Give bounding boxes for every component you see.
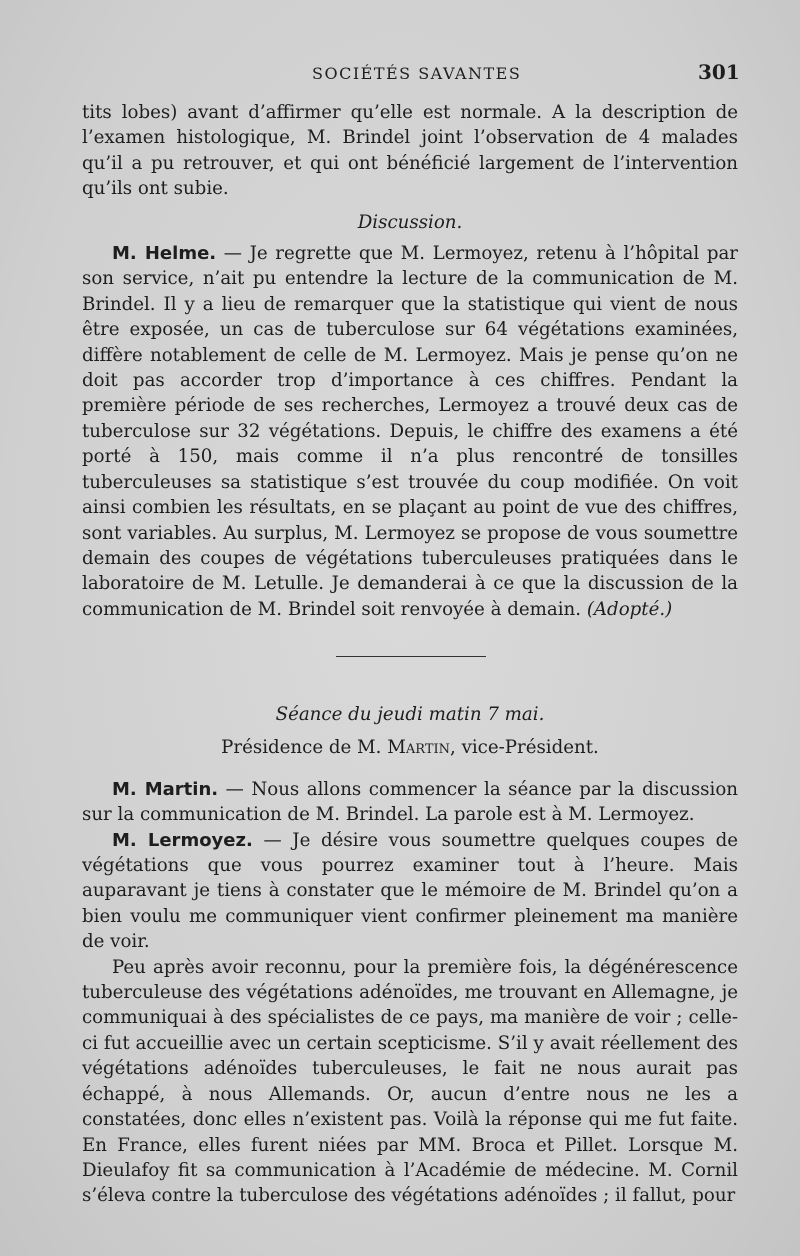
page-header — [0, 60, 800, 90]
lermoyez-text: — Je désire vous soumettre quelques coupes de végétations que vous pourrez examiner tout à l’heure. Mais auparavant je tiens à constater que le mémoire de M. Brindel qu’on a bien voulu me communiquer vient confirmer pleinement ma manière de voir. — [82, 829, 739, 953]
helme-paragraph — [82, 241, 738, 622]
lermoyez-speaker: M. Lermoyez. — [112, 829, 253, 851]
discussion-heading: Discussion. — [357, 211, 463, 233]
continuation-paragraph: tits lobes) avant d’affirmer qu’elle est normale. A la description de l’examen histologique, M. Brindel joint l’observation de 4 malades qu’il a pu retrouver, et qui ont bénéficié largement de l’intervention qu’ils ont subie. — [82, 102, 738, 200]
text-block-top — [82, 100, 738, 622]
running-head: SOCIÉTÉS SAVANTES — [312, 64, 522, 83]
seance-heading: Séance du jeudi matin 7 mai. — [275, 704, 545, 725]
martin-speaker: M. Martin. — [112, 778, 219, 800]
presidence-name: Martin — [387, 737, 451, 759]
presidence-line — [82, 735, 738, 760]
martin-text: — Nous allons commencer la séance par la discussion sur la communication de M. Brindel. La parole est à M. Lermoyez. — [82, 778, 739, 826]
body-paragraph: Peu après avoir reconnu, pour la première fois, la dégénérescence tuberculeuse des végétations adénoïdes, me trouvant en Allemagne, je communiquai à des spécialistes de ce pays, ma manière de voir ; celle-ci fut accueillie avec un certain scepticisme. S’il y avait réellement des végétations adénoïdes tuberculeuses, le fait ne nous aurait pas échappé, à nous Allemands. Or, aucun d’entre nous ne les a constatées, donc elles n’existent pas. Voilà la réponse qui me fut faite. En France, elles furent niées par MM. Broca et Pillet. Lorsque M. Dieulafoy fit sa communication à l’Académie de médecine. M. Cornil s’éleva contre la tuberculose des végétations adénoïdes ; il fallut, pour — [82, 956, 738, 1207]
presidence-suffix: , vice-Président. — [450, 737, 599, 759]
adopted-note: (Adopté.) — [586, 598, 673, 620]
helme-speaker: M. Helme. — [112, 243, 217, 265]
helme-text: — Je regrette que M. Lermoyez, retenu à l’hôpital par son service, n’ait pu entendre la lecture de la communication de M. Brindel. Il y a lieu de remarquer que la statistique qui vient de nous être exposée, un cas de tuberculose sur 64 végétations examinées, diffère notablement de celle de M. Lermoyez. Mais je pense qu’on ne doit pas accorder trop d’importance à ces chiffres. Pendant la première période de ses recherches, Lermoyez a trouvé deux cas de tuberculose sur 32 végétations. Depuis, le chiffre des examens a été porté à 150, mais comme il n’a plus rencontré de tonsilles tuberculeuses sa statistique s’est trouvée du coup modifiée. On voit ainsi combien les résultats, en se plaçant au point de vue des chiffres, sont variables. Au surplus, M. Lermoyez se propose de vous soumettre demain des coupes de végétations tuberculeuses pratiquées dans le laboratoire de M. Letulle. Je demanderai à ce que la discussion de la communication de M. Brindel soit renvoyée à demain. — [82, 243, 738, 620]
section-divider — [336, 656, 486, 657]
lermoyez-paragraph — [82, 828, 738, 955]
martin-paragraph — [82, 777, 738, 828]
text-block-bottom — [82, 702, 738, 1209]
page-number: 301 — [698, 60, 740, 84]
presidence-prefix: Présidence de M. — [221, 737, 388, 759]
